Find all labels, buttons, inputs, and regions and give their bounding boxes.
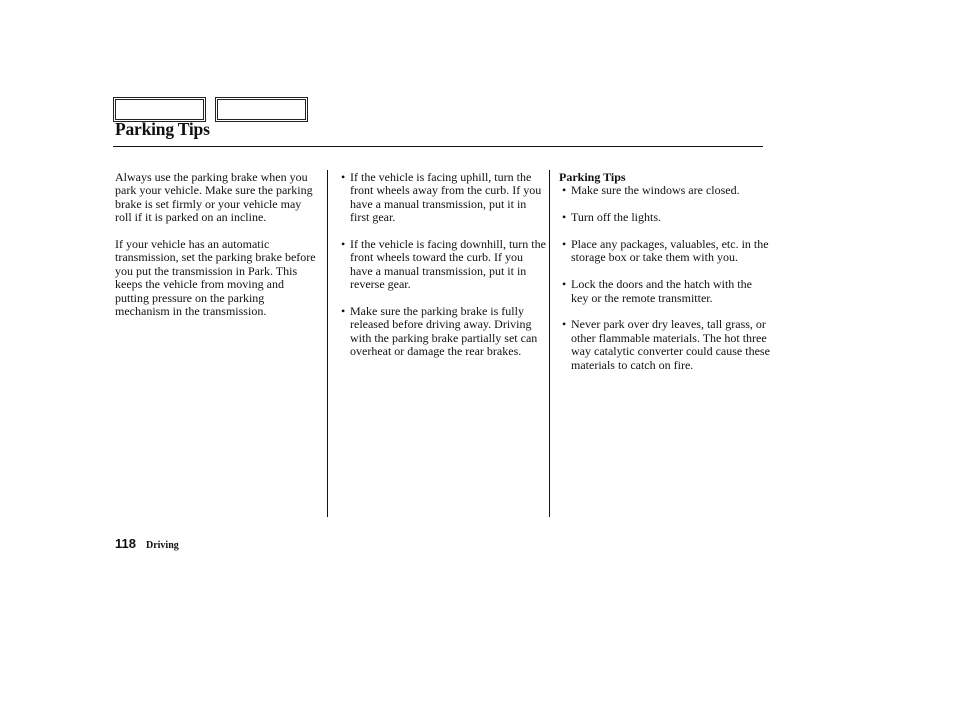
list-item bbox=[562, 184, 771, 197]
list-item bbox=[341, 171, 547, 225]
paragraph: Always use the parking brake when you park your vehicle. Make sure the parking brake is set firmly or your vehicle may roll if it is parked on an incline. bbox=[115, 170, 313, 225]
section-heading: Parking Tips bbox=[559, 170, 626, 184]
list-item-text: Never park over dry leaves, tall grass, or other flammable materials. The hot three way catalytic converter could cause these materials to catch on fire. bbox=[571, 317, 770, 372]
list-item bbox=[562, 238, 771, 265]
nav-box-right[interactable] bbox=[215, 97, 308, 122]
section-name: Driving bbox=[145, 540, 179, 551]
list-item-text: If the vehicle is facing downhill, turn the front wheels toward the curb. If you have a manual transmission, put it in reverse gear. bbox=[350, 237, 546, 292]
list-item-text: Lock the doors and the hatch with the key or the remote transmitter. bbox=[571, 277, 752, 305]
bullet-icon: • bbox=[341, 237, 346, 252]
bullet-icon: • bbox=[562, 277, 567, 292]
title-rule bbox=[113, 146, 763, 147]
page-title: Parking Tips bbox=[115, 119, 210, 139]
page-number: 118 bbox=[115, 536, 136, 551]
bullet-icon: • bbox=[562, 317, 567, 332]
bullet-icon: • bbox=[562, 183, 567, 198]
list-item-text: If the vehicle is facing uphill, turn the front wheels away from the curb. If you have a manual transmission, put it in first gear. bbox=[350, 170, 542, 225]
list-item bbox=[341, 305, 547, 359]
list-item-text: Turn off the lights. bbox=[571, 210, 662, 225]
list-item bbox=[562, 278, 771, 305]
list-item bbox=[341, 238, 547, 292]
column-right bbox=[559, 171, 771, 385]
column-divider-1 bbox=[327, 170, 328, 517]
column-left bbox=[115, 171, 320, 332]
list-item-text: Make sure the parking brake is fully released before driving away. Driving with the parking brake partially set can overheat or damage the rear brakes. bbox=[350, 304, 538, 359]
paragraph: If your vehicle has an automatic transmission, set the parking brake before you put the transmission in Park. This keeps the vehicle from moving and putting pressure on the parking mechanism in the transmission. bbox=[115, 237, 316, 319]
bullet-icon: • bbox=[341, 170, 346, 184]
list-item bbox=[562, 318, 771, 372]
bullet-icon: • bbox=[341, 304, 346, 319]
list-item-text: Make sure the windows are closed. bbox=[571, 183, 740, 198]
column-divider-2 bbox=[549, 170, 550, 517]
bullet-icon: • bbox=[562, 237, 567, 251]
list-item bbox=[562, 211, 771, 224]
list-item-text: Place any packages, valuables, etc. in the storage box or take them with you. bbox=[571, 237, 769, 265]
bullet-icon: • bbox=[562, 210, 567, 225]
page-footer bbox=[115, 536, 179, 551]
column-middle bbox=[341, 171, 547, 372]
